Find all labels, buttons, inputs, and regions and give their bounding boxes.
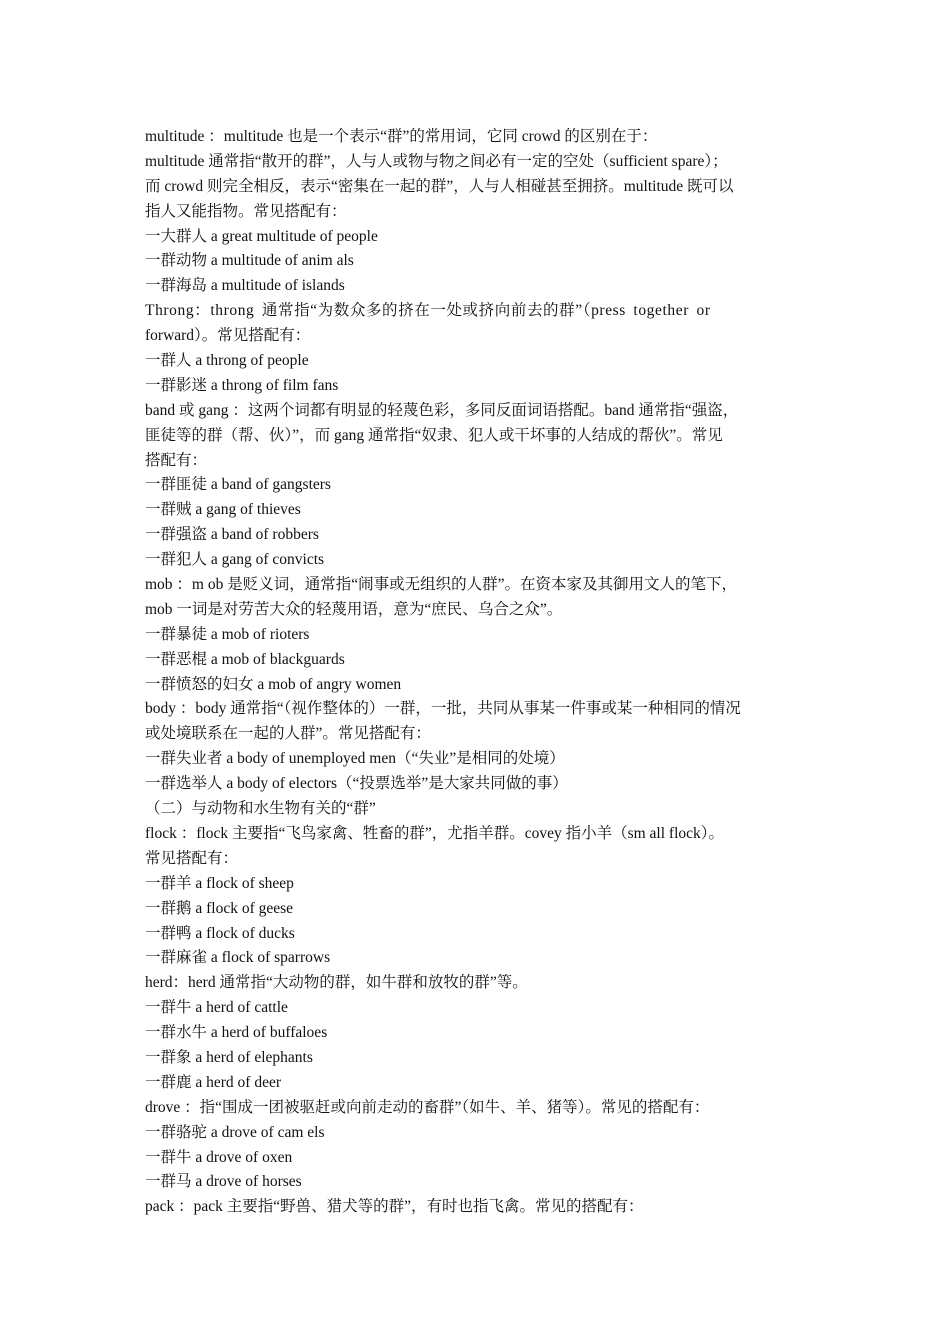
text-line: mob ：m ob 是贬义词，通常指“闹事或无组织的人群”。在资本家及其御用文人的笔下，: [145, 576, 737, 594]
text-line: drove ：指“围成一团被驱赶或向前走动的畜群”（如牛、羊、猪等）。常见的搭配有：: [145, 1098, 710, 1116]
text-line: 一群牛 a drove of oxen: [145, 1148, 293, 1166]
text-line: pack ：pack 主要指“野兽、猎犬等的群”，有时也指飞禽。常见的搭配有：: [145, 1198, 644, 1216]
text-line: 常见搭配有：: [145, 849, 239, 867]
text-line: 一群恶棍 a mob of blackguards: [145, 650, 345, 668]
text-line: 一群犯人 a gang of convicts: [145, 551, 325, 569]
text-line: 一群人 a throng of people: [145, 352, 309, 370]
text-line: Throng：throng 通常指“为数众多的挤在一处或挤向前去的群”（press together or: [145, 302, 711, 320]
text-line: multitude ：multitude 也是一个表示“群”的常用词，它同 crowd 的区别在于：: [145, 128, 658, 145]
text-line: flock ：flock 主要指“飞鸟家禽、牲畜的群”，尤指羊群。covey 指小羊（sm all flock）。: [145, 824, 725, 842]
text-line: 一群失业者 a body of unemployed men（“失业”是相同的处境）: [145, 750, 565, 768]
text-line: 一群暴徒 a mob of rioters: [145, 625, 310, 643]
text-line: band 或 gang ：这两个词都有明显的轻蔑色彩，多同反面词语搭配。band 通常指“强盗，: [145, 401, 739, 419]
text-line: 一群象 a herd of elephants: [145, 1048, 313, 1066]
text-line: 一群马 a drove of horses: [145, 1173, 302, 1191]
text-line: 一群牛 a herd of cattle: [145, 999, 288, 1017]
text-line: 指人又能指物。常见搭配有：: [145, 202, 347, 220]
text-line: 一群海岛 a multitude of islands: [145, 277, 345, 295]
text-line: 一群鹅 a flock of geese: [145, 899, 294, 917]
text-line: 一群骆驼 a drove of cam els: [145, 1123, 325, 1141]
text-line: 一大群人 a great multitude of people: [145, 227, 378, 245]
text-line: 一群影迷 a throng of film fans: [145, 376, 339, 394]
text-line: 而 crowd 则完全相反，表示“密集在一起的群”，人与人相碰甚至拥挤。multitude 既可以: [145, 177, 734, 195]
text-line: 或处境联系在一起的人群”。常见搭配有：: [145, 725, 431, 743]
text-line: 匪徒等的群（帮、伙）”，而 gang 通常指“奴隶、犯人或干坏事的人结成的帮伙”。常见: [145, 426, 723, 444]
document-body: [145, 125, 811, 1220]
text-line: 一群鹿 a herd of deer: [145, 1073, 282, 1091]
text-line: 一群麻雀 a flock of sparrows: [145, 949, 331, 967]
section-heading: （二）与动物和水生物有关的“群”: [145, 800, 376, 818]
text-line: body ：body 通常指“（视作整体的）一群，一批，共同从事某一件事或某一种相同的情况: [145, 700, 741, 718]
text-line: 一群愤怒的妇女 a mob of angry women: [145, 675, 402, 693]
text-line: 一群鸭 a flock of ducks: [145, 924, 295, 942]
text-line: 一群匪徒 a band of gangsters: [145, 476, 331, 494]
text-line: mob 一词是对劳苦大众的轻蔑用语，意为“庶民、乌合之众”。: [145, 600, 563, 618]
text-line: 一群选举人 a body of electors（“投票选举”是大家共同做的事）: [145, 775, 568, 793]
text-line: 一群贼 a gang of thieves: [145, 501, 301, 519]
text-line: forward）。常见搭配有：: [145, 327, 311, 345]
text-line: 搭配有：: [145, 451, 208, 469]
text-line: herd：herd 通常指“大动物的群，如牛群和放牧的群”等。: [145, 974, 528, 992]
text-line: 一群水牛 a herd of buffaloes: [145, 1024, 328, 1042]
text-line: 一群羊 a flock of sheep: [145, 874, 294, 892]
text-line: 一群动物 a multitude of anim als: [145, 252, 354, 270]
text-line: 一群强盗 a band of robbers: [145, 526, 319, 544]
text-line: multitude 通常指“散开的群”，人与人或物与物之间必有一定的空处（sufficient spare）；: [145, 152, 728, 170]
